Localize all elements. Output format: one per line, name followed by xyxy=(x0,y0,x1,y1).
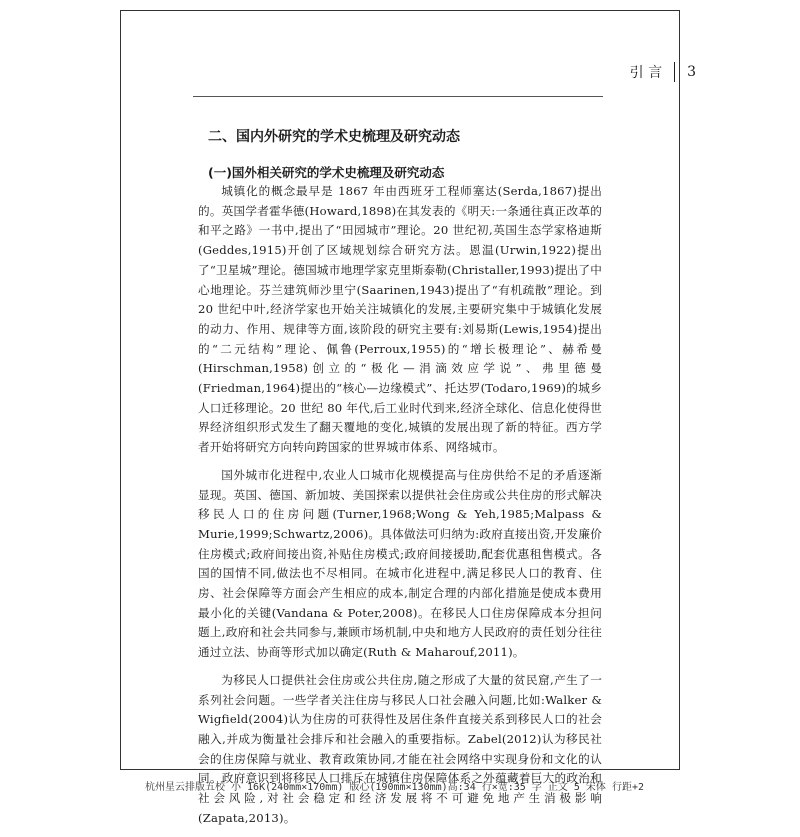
page-number: 3 xyxy=(687,64,696,80)
running-header-section: 引 言 xyxy=(629,65,663,81)
section-heading: 二、国内外研究的学术史梳理及研究动态 xyxy=(208,129,460,145)
header-rule xyxy=(193,96,603,97)
typesetting-slug: 杭州星云排版五校 小 16K(240mm×170mm) 版心(190mm×130mm)高:34 行×宽:35 字 正文 5 宋体 行距+2 xyxy=(145,782,644,793)
paragraph: 城镇化的概念最早是 1867 年由西班牙工程师塞达(Serda,1867)提出的。英国学者霍华德(Howard,1898)在其发表的《明天:一条通往真正改革的和平之路》一书中,提出了“田园城市”理论。20 世纪初,英国生态学家格迪斯(Geddes,1915)开创了区域规划综合研究方法。恩温(Urwin,1922)提出了“卫星城”理论。德国城市地理学家克里斯泰勒(Christaller,1993)提出了中心地理论。芬兰建筑师沙里宁(Saarinen,1943)提出了“有机疏散”理论。到 20 世纪中叶,经济学家也开始关注城镇化的发展,主要研究集中于城镇化发展的动力、作用、规律等方面,该阶段的研究主要有:刘易斯(Lewis,1954)提出的“二元结构”理论、佩鲁(Perroux,1955)的“增长极理论”、赫希曼(Hirschman,1958)创立的“极化—涓滴效应学说”、弗里德曼(Friedman,1964)提出的“核心—边缘模式”、托达罗(Todaro,1969)的城乡人口迁移理论。20 世纪 80 年代,后工业时代到来,经济全球化、信息化使得世界经济组织形式发生了翻天覆地的变化,城镇的发展出现了新的特征。西方学者开始将研究方向转向跨国家的世界城市体系、网络城市。 xyxy=(198,184,602,455)
subsection-heading: (一)国外相关研究的学术史梳理及研究动态 xyxy=(208,165,445,180)
body-text xyxy=(198,182,602,837)
paragraph: 为移民人口提供社会住房或公共住房,随之形成了大量的贫民窟,产生了一系列社会问题。一些学者关注住房与移民人口社会融入问题,比如:Walker & Wigfield(2004)认为住房的可获得性及居住条件直接关系到移民人口的社会融入,并成为衡量社会排斥和社会融入的重要指标。Zabel(2012)认为移民社会的住房保障与就业、教育政策协同,才能在社会网络中实现身份和文化的认同。政府意识到将移民人口排斥在城镇住房保障体系之外蕴藏着巨大的政治和社会风险,对社会稳定和经济发展将不可避免地产生消极影响(Zapata,2013)。 xyxy=(198,672,602,825)
header-divider xyxy=(674,62,675,82)
running-header xyxy=(630,62,696,82)
paragraph: 国外城市化进程中,农业人口城市化规模提高与住房供给不足的矛盾逐渐显现。英国、德国、新加坡、美国探索以提供社会住房或公共住房的形式解决移民人口的住房问题(Turner,1968;Wong & Yeh,1985;Malpass & Murie,1999;Schwartz,2006)。具体做法可归纳为:政府直接出资,开发廉价住房模式;政府间接出资,补贴住房模式;政府间接援助,配套优惠租售模式。各国的国情不同,做法也不尽相同。在城市化进程中,满足移民人口的教育、住房、社会保障等方面会产生相应的成本,制定合理的内部化措施是使成本费用最小化的关键(Vandana & Poter,2008)。在移民人口住房保障成本分担问题上,政府和社会共同参与,兼顾市场机制,中央和地方人民政府的责任划分往往通过立法、协商等形式加以确定(Ruth & Maharouf,2011)。 xyxy=(198,467,602,660)
